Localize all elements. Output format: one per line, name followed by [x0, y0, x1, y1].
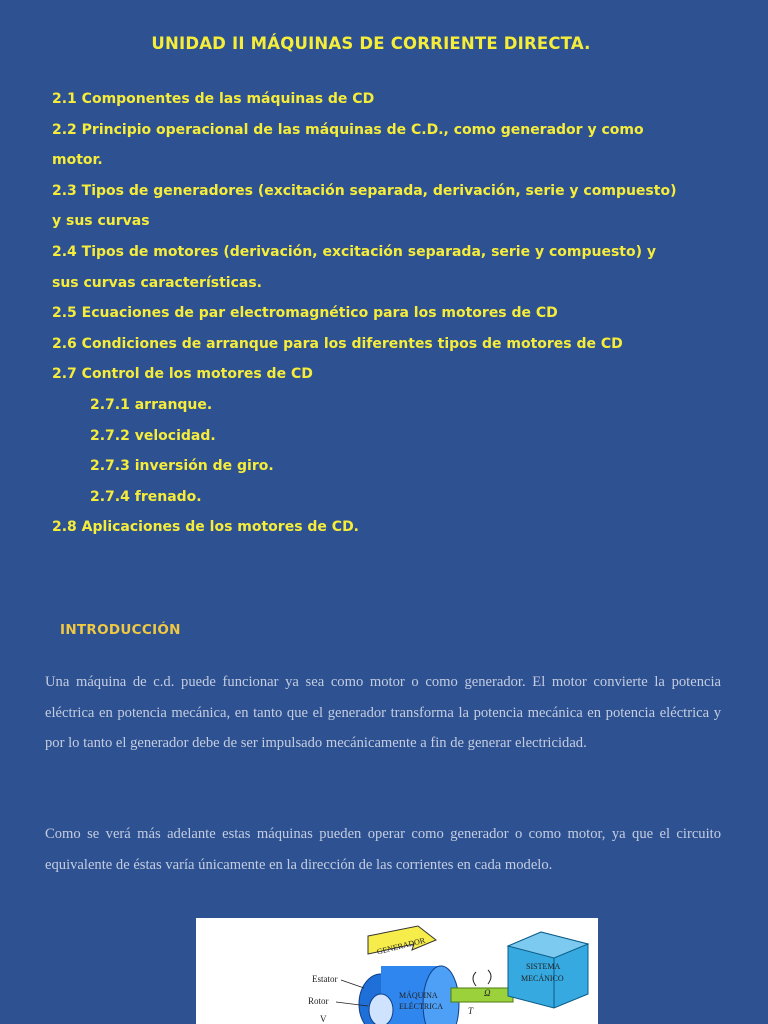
v-label: V: [320, 1014, 327, 1024]
toc-item: y sus curvas: [52, 213, 150, 230]
table-of-contents: [52, 84, 752, 543]
maquina-label: MÁQUINA: [399, 991, 438, 1000]
toc-item: 2.8 Aplicaciones de los motores de CD.: [52, 519, 360, 536]
toc-item: 2.7.3 inversión de giro.: [90, 458, 274, 475]
electrica-label: ELÉCTRICA: [399, 1002, 443, 1011]
toc-item: 2.7.1 arranque.: [90, 396, 213, 413]
toc-item: motor.: [52, 152, 103, 169]
shaft: [451, 988, 513, 1002]
dc-machine-figure: [196, 918, 598, 1024]
toc-item: 2.4 Tipos de motores (derivación, excitación separada, serie y compuesto) y: [52, 243, 657, 260]
torque-label: T: [468, 1006, 474, 1016]
rotor-ring: [369, 994, 393, 1024]
toc-item: 2.1 Componentes de las máquinas de CD: [52, 91, 375, 107]
toc-item: 2.5 Ecuaciones de par electromagnético para los motores de CD: [52, 305, 558, 322]
intro-paragraph-2: Como se verá más adelante estas máquinas pueden operar como generador o como motor, ya que el circuito equivalente de éstas varía únicamente en la dirección de las corrientes en cada modelo.: [45, 826, 721, 873]
intro-heading: INTRODUCCIÓN: [60, 622, 181, 638]
mecanico-label: MECÁNICO: [521, 974, 564, 983]
generador-label: GENERADOR: [375, 935, 427, 957]
toc-item: 2.7 Control de los motores de CD: [52, 366, 313, 383]
document-title: UNIDAD II MÁQUINAS DE CORRIENTE DIRECTA.: [151, 34, 591, 53]
estator-label: Estator: [312, 974, 338, 984]
dc-machine-diagram: [196, 918, 598, 1024]
toc-item: 2.6 Condiciones de arranque para los diferentes tipos de motores de CD: [52, 335, 623, 352]
intro-paragraph-1: Una máquina de c.d. puede funcionar ya sea como motor o como generador. El motor convierte la potencia eléctrica en potencia mecánica, en tanto que el generador transforma la potencia mecánica en potencia eléctrica y por lo tanto el generador debe de ser impulsado mecánicamente a fin de generar electricidad.: [45, 674, 721, 752]
rotor-label: Rotor: [308, 996, 329, 1006]
toc-item: 2.3 Tipos de generadores (excitación separada, derivación, serie y compuesto): [52, 182, 677, 199]
toc-item: sus curvas características.: [52, 274, 262, 291]
toc-item: 2.7.4 frenado.: [90, 488, 202, 505]
omega-label: Ω: [484, 988, 491, 998]
sistema-label: SISTEMA: [526, 962, 561, 971]
toc-item: 2.7.2 velocidad.: [90, 427, 216, 444]
toc-item: 2.2 Principio operacional de las máquinas de C.D., como generador y como: [52, 121, 644, 138]
